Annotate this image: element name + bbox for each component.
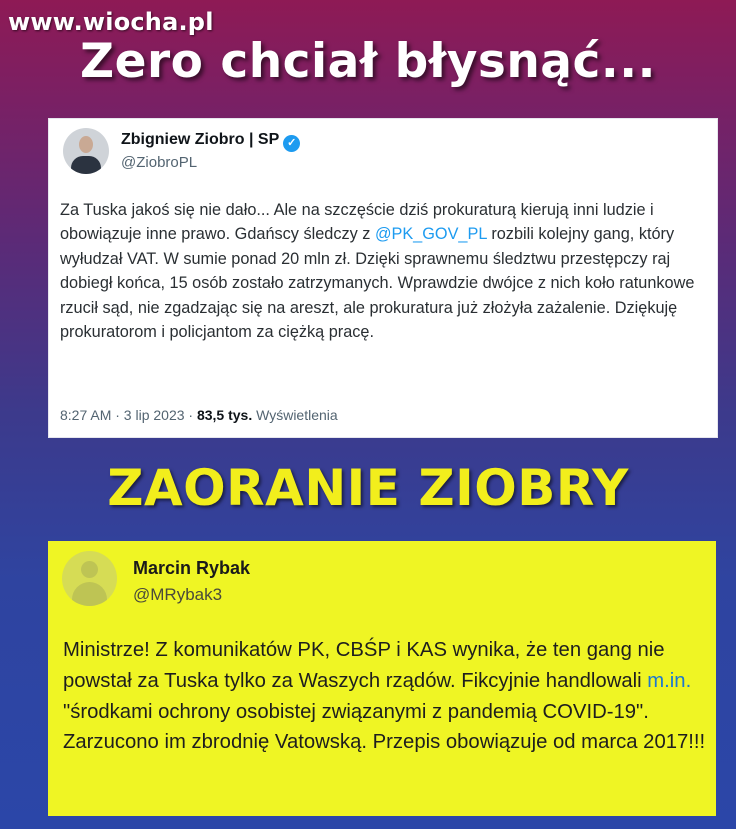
tweet-text <box>63 635 713 758</box>
author-handle[interactable]: @MRybak3 <box>133 585 223 604</box>
views-label: Wyświetlenia <box>252 407 338 423</box>
mention-link[interactable]: @PK_GOV_PL <box>374 225 487 244</box>
tweet-timestamp[interactable]: 8:27 AM · 3 lip 2023 · <box>60 407 197 423</box>
author-handle[interactable]: @ZiobroPL <box>121 154 198 171</box>
author-name[interactable] <box>121 131 300 152</box>
tweet-rybak[interactable] <box>48 541 716 816</box>
tweet-text-part2: rozbili kolejny gang, który wyłudzał VAT. W sumie ponad 20 mln zł. Dzięki sprawnemu śledztwu przestępczy raj dobiegł końca, 15 osób zostało zatrzymanych. Wprawdzie dwójce z nich koło ratunkowe rzucił sąd, nie zgadzając się na areszt, ale prokuratura już złożyła zażalenie. Dziękuję prokuratorom i policjantom za ciężką pracę. <box>60 225 695 342</box>
author-name[interactable]: Marcin Rybak <box>133 558 251 578</box>
verified-badge-icon: ✓ <box>283 135 300 152</box>
banner-title: ZAORANIE ZIOBRY <box>107 459 629 517</box>
tweet-meta <box>60 407 338 423</box>
avatar[interactable] <box>63 128 109 174</box>
views-count: 83,5 tys. <box>196 407 253 423</box>
tweet-text-part1: Ministrze! Z komunikatów PK, CBŚP i KAS wynika, że ten gang nie powstał za Tuska tylko za Waszych rządów. Fikcyjnie handlowali <box>63 639 665 692</box>
author-name-text[interactable]: Zbigniew Ziobro | SP <box>121 131 280 148</box>
site-watermark: www.wiocha.pl <box>8 8 214 36</box>
tweet-text-part2: "środkami ochrony osobistej związanymi z pandemią COVID-19". Zarzucono im zbrodnię Vatowską. Przepis obowiązuje od marca 2017!!! <box>63 700 706 754</box>
tweet-text-part1: Za Tuska jakoś się nie dało... Ale na szczęście dziś prokuraturą kierują inni ludzie i obowiązuje inne prawo. Gdańscy śledczy z <box>60 201 654 244</box>
tweet-text <box>60 198 710 344</box>
default-avatar-icon[interactable] <box>62 551 117 606</box>
tweet-ziobro[interactable] <box>48 118 718 438</box>
meme-headline: Zero chciał błysnąć... <box>80 34 656 89</box>
abbreviation-link[interactable]: m.in. <box>647 669 692 692</box>
